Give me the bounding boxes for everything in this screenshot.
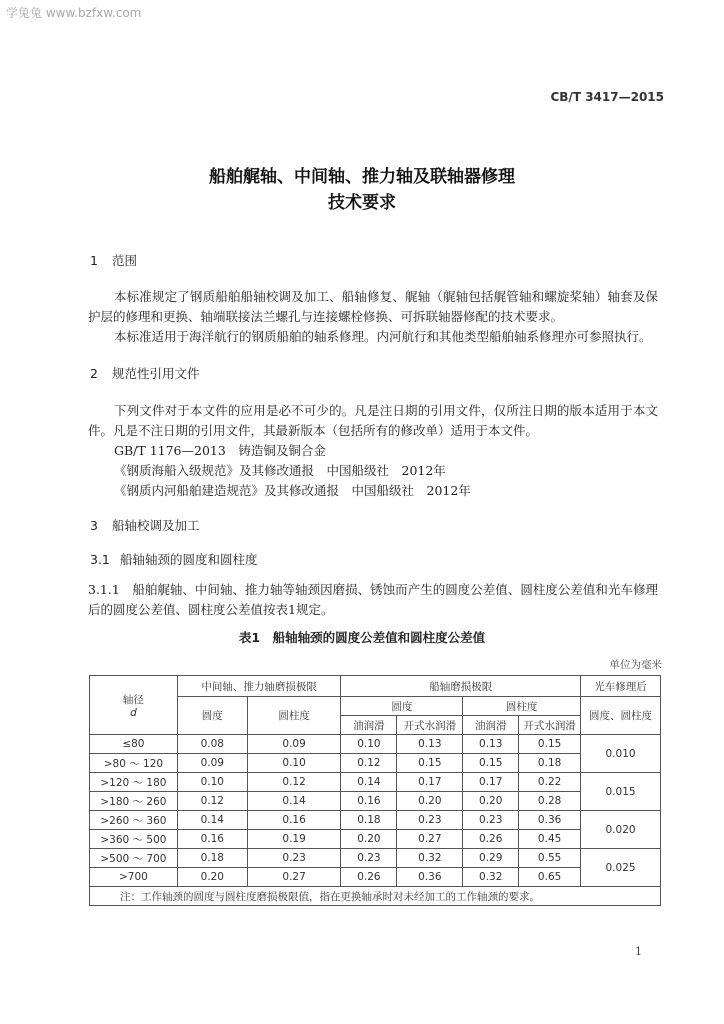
cell-value: 0.09: [247, 735, 341, 754]
cell-diameter: >260 ～ 360: [90, 811, 178, 830]
cell-value: 0.32: [397, 849, 463, 868]
cell-value: 0.26: [463, 830, 519, 849]
section-1-paragraph-1: 本标准规定了钢质船舶船轴校调及加工、船轴修复、艉轴（艉轴包括艉管轴和螺旋桨轴）轴套及保护层的修理和更换、轴端联接法兰螺孔与连接螺栓修换、可拆联轴器修配的技术要求。: [88, 289, 658, 324]
table-row: [90, 868, 661, 887]
section-3-heading: [90, 516, 200, 534]
cell-diameter: ≤80: [90, 735, 178, 754]
cell-value: 0.09: [177, 754, 247, 773]
cell-value: 0.17: [397, 773, 463, 792]
header-lathe-roundness-cylindricity: 圆度、圆柱度: [581, 697, 661, 735]
document-title-line2: 技术要求: [328, 193, 396, 213]
header-diameter-label: 轴径: [122, 693, 144, 706]
table-row: [90, 773, 661, 792]
table-row: [90, 811, 661, 830]
cell-value: 0.10: [247, 754, 341, 773]
subsection-3-1-heading: [90, 550, 258, 568]
section-2-number: 2: [90, 366, 98, 381]
cell-diameter: >700: [90, 868, 178, 887]
header-oil-lubrication: 油润滑: [341, 716, 397, 735]
subsection-3-1-title: 船轴轴颈的圆度和圆柱度: [120, 552, 258, 567]
cell-value: 0.45: [519, 830, 581, 849]
document-title-line1: 船舶艉轴、中间轴、推力轴及联轴器修理: [209, 167, 515, 187]
header-after-lathe: 光车修理后: [581, 676, 661, 697]
cell-value: 0.23: [247, 849, 341, 868]
header-diameter-symbol: d: [130, 706, 137, 719]
cell-value: 0.08: [177, 735, 247, 754]
cell-value: 0.16: [247, 811, 341, 830]
cell-value: 0.16: [341, 792, 397, 811]
cell-lathe-value: 0.015: [581, 773, 661, 811]
header-stern-roundness: 圆度: [341, 697, 463, 716]
cell-value: 0.36: [519, 811, 581, 830]
cell-value: 0.20: [341, 830, 397, 849]
section-1-heading: [90, 251, 137, 269]
table-caption: 表1 船轴轴颈的圆度公差值和圆柱度公差值: [238, 630, 486, 645]
cell-value: 0.17: [463, 773, 519, 792]
tolerance-table: [89, 675, 661, 906]
reference-item: 《钢质海船入级规范》及其修改通报 中国船级社 2012年: [114, 463, 446, 478]
cell-diameter: >500 ～ 700: [90, 849, 178, 868]
cell-value: 0.15: [463, 754, 519, 773]
cell-value: 0.13: [397, 735, 463, 754]
reference-item: 《钢质内河船舶建造规范》及其修改通报 中国船级社 2012年: [114, 483, 471, 498]
header-cylindricity: 圆柱度: [247, 697, 341, 735]
header-mid-shaft-limit: 中间轴、推力轴磨损极限: [177, 676, 341, 697]
cell-value: 0.15: [397, 754, 463, 773]
cell-value: 0.36: [397, 868, 463, 887]
table-row: [90, 735, 661, 754]
cell-value: 0.20: [397, 792, 463, 811]
table-row: [90, 830, 661, 849]
cell-value: 0.29: [463, 849, 519, 868]
section-3-number: 3: [90, 518, 98, 533]
cell-diameter: >80 ～ 120: [90, 754, 178, 773]
cell-value: 0.32: [463, 868, 519, 887]
cell-value: 0.26: [341, 868, 397, 887]
cell-value: 0.27: [247, 868, 341, 887]
table-row: [90, 754, 661, 773]
reference-item: GB/T 1176—2013 铸造铜及铜合金: [114, 443, 326, 458]
header-stern-cylindricity: 圆柱度: [463, 697, 581, 716]
cell-value: 0.23: [341, 849, 397, 868]
section-1-title: 范围: [112, 253, 138, 268]
cell-value: 0.13: [463, 735, 519, 754]
cell-value: 0.16: [177, 830, 247, 849]
cell-value: 0.18: [519, 754, 581, 773]
cell-value: 0.12: [177, 792, 247, 811]
cell-value: 0.23: [463, 811, 519, 830]
section-1-paragraph-2: 本标准适用于海洋航行的钢质船舶的轴系修理。内河航行和其他类型船舶轴系修理亦可参照执行。: [114, 329, 652, 344]
cell-value: 0.14: [341, 773, 397, 792]
cell-value: 0.14: [177, 811, 247, 830]
cell-diameter: >360 ～ 500: [90, 830, 178, 849]
table-note: 注：工作轴颈的圆度与圆柱度磨损极限值，指在更换轴承时对未经加工的工作轴颈的要求。: [90, 887, 661, 906]
cell-value: 0.20: [463, 792, 519, 811]
cell-value: 0.12: [247, 773, 341, 792]
cell-value: 0.18: [341, 811, 397, 830]
header-roundness: 圆度: [177, 697, 247, 735]
page-number: 1: [635, 945, 642, 958]
section-2-heading: [90, 364, 200, 382]
section-2-title: 规范性引用文件: [112, 366, 200, 381]
cell-lathe-value: 0.025: [581, 849, 661, 887]
header-water-lubrication: 开式水润滑: [519, 716, 581, 735]
header-stern-shaft-limit: 船轴磨损极限: [341, 676, 581, 697]
cell-value: 0.19: [247, 830, 341, 849]
cell-lathe-value: 0.020: [581, 811, 661, 849]
section-2-paragraph-1: 下列文件对于本文件的应用是必不可少的。凡是注日期的引用文件，仅所注日期的版本适用于本文件。凡是不注日期的引用文件，其最新版本（包括所有的修改单）适用于本文件。: [88, 403, 658, 438]
cell-value: 0.65: [519, 868, 581, 887]
subsection-3-1-number: 3.1: [90, 552, 110, 567]
cell-value: 0.15: [519, 735, 581, 754]
cell-value: 0.55: [519, 849, 581, 868]
table-row: [90, 849, 661, 868]
cell-value: 0.23: [397, 811, 463, 830]
cell-diameter: >180 ～ 260: [90, 792, 178, 811]
cell-value: 0.14: [247, 792, 341, 811]
cell-value: 0.27: [397, 830, 463, 849]
clause-3-1-1: 3.1.1 船舶艉轴、中间轴、推力轴等轴颈因磨损、锈蚀而产生的圆度公差值、圆柱度公差值和光车修理后的圆度公差值、圆柱度公差值按表1规定。: [88, 582, 658, 617]
cell-value: 0.18: [177, 849, 247, 868]
cell-diameter: >120 ～ 180: [90, 773, 178, 792]
section-1-number: 1: [90, 253, 98, 268]
standard-number: CB/T 3417—2015: [550, 90, 664, 104]
cell-lathe-value: 0.010: [581, 735, 661, 773]
cell-value: 0.28: [519, 792, 581, 811]
cell-value: 0.20: [177, 868, 247, 887]
header-water-lubrication: 开式水润滑: [397, 716, 463, 735]
cell-value: 0.12: [341, 754, 397, 773]
header-diameter: [90, 676, 178, 735]
table-row: [90, 792, 661, 811]
header-oil-lubrication: 油润滑: [463, 716, 519, 735]
section-3-title: 船轴校调及加工: [112, 518, 200, 533]
cell-value: 0.10: [341, 735, 397, 754]
cell-value: 0.10: [177, 773, 247, 792]
watermark: 学兔兔 www.bzfxw.com: [6, 6, 142, 20]
table-unit: 单位为毫米: [609, 659, 662, 671]
cell-value: 0.22: [519, 773, 581, 792]
